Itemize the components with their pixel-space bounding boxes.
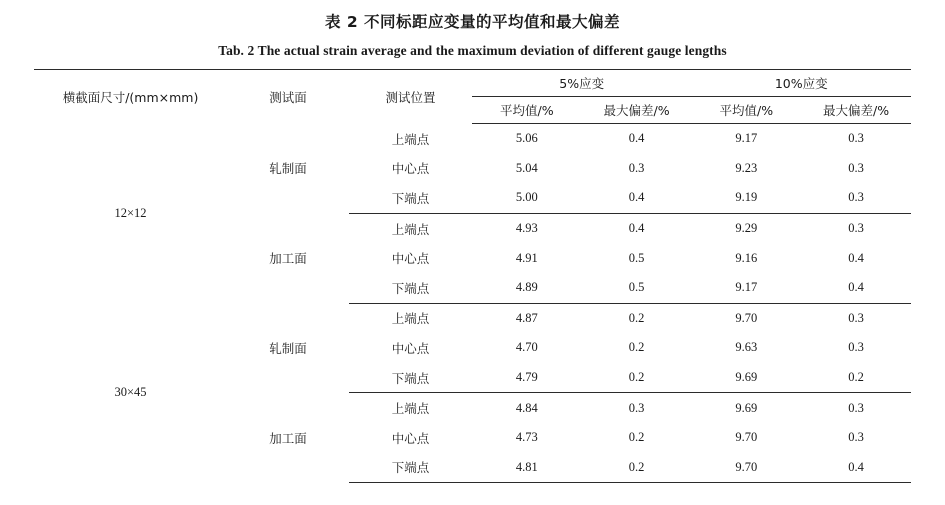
- header-average-10: 平均值/%: [691, 97, 801, 124]
- cell-test-position: 上端点: [391, 401, 430, 417]
- cell-average-5: 4.81: [472, 453, 582, 483]
- cell-test-position: 下端点: [349, 363, 472, 393]
- cell-average-5: 5.00: [472, 183, 582, 213]
- cell-average-5: 4.70: [515, 340, 538, 355]
- cell-deviation-10: 0.3: [848, 310, 864, 325]
- cell-average-10: 9.16: [735, 250, 758, 265]
- header-max-deviation-10: 最大偏差/%: [801, 97, 911, 124]
- cell-test-face: 轧制面: [269, 161, 307, 177]
- cell-deviation-10: 0.3: [801, 183, 911, 213]
- cell-average-10: 9.70: [735, 430, 758, 445]
- cell-average-10: 9.69: [735, 400, 758, 415]
- cell-test-position: 下端点: [349, 453, 472, 483]
- cell-average-10: 9.69: [691, 363, 801, 393]
- cell-average-5: 4.93: [515, 221, 538, 236]
- cell-deviation-5: 0.5: [582, 273, 692, 303]
- cell-average-5: 4.79: [472, 363, 582, 393]
- table-caption-english: Tab. 2 The actual strain average and the maximum deviation of different gauge lengths: [218, 43, 727, 58]
- cell-test-face: 轧制面: [269, 340, 307, 356]
- cell-average-10: 9.23: [735, 160, 758, 175]
- cell-deviation-5: 0.4: [628, 131, 645, 146]
- table-header-group-row: [34, 70, 911, 97]
- cell-test-position: 下端点: [349, 273, 472, 303]
- cell-deviation-5: 0.2: [628, 430, 645, 445]
- cell-average-5: 4.84: [515, 400, 538, 415]
- header-group-strain-10: 10%应变: [691, 70, 911, 97]
- cell-deviation-5: 0.3: [628, 400, 645, 415]
- cell-average-10: 9.70: [735, 310, 758, 325]
- cell-test-position: 下端点: [349, 183, 472, 213]
- cell-deviation-10: 0.3: [848, 340, 864, 355]
- cell-deviation-10: 0.2: [801, 363, 911, 393]
- cell-test-position: 中心点: [391, 340, 430, 356]
- header-group-strain-5: 5%应变: [472, 70, 692, 97]
- header-test-face: 测试面: [227, 70, 349, 124]
- cell-deviation-10: 0.3: [848, 160, 864, 175]
- cell-test-face: 加工面: [269, 251, 307, 267]
- cell-test-position: 中心点: [391, 161, 430, 177]
- cell-average-5: 4.73: [515, 430, 538, 445]
- cell-deviation-10: 0.3: [848, 221, 864, 236]
- header-test-position: 测试位置: [349, 70, 472, 124]
- cell-average-10: 9.29: [735, 221, 758, 236]
- table-row: [34, 124, 911, 154]
- table-caption-chinese: 表 2 不同标距应变量的平均值和最大偏差: [324, 13, 621, 31]
- cell-test-position: 上端点: [391, 311, 430, 327]
- cell-deviation-5: 0.2: [628, 340, 645, 355]
- cell-deviation-10: 0.3: [848, 131, 864, 146]
- cell-average-5: 4.89: [472, 273, 582, 303]
- cell-section-size: 12×12: [114, 205, 147, 220]
- document-page: [0, 10, 945, 505]
- cell-deviation-5: 0.5: [628, 250, 645, 265]
- cell-deviation-10: 0.3: [848, 400, 864, 415]
- cell-average-5: 4.87: [515, 310, 538, 325]
- cell-deviation-5: 0.3: [628, 160, 645, 175]
- cell-average-10: 9.17: [735, 131, 758, 146]
- cell-deviation-5: 0.2: [628, 310, 645, 325]
- header-cross-section-size: 横截面尺寸/(mm×mm): [34, 70, 227, 124]
- cell-test-position: 中心点: [391, 251, 430, 267]
- cell-test-position: 中心点: [391, 430, 430, 446]
- cell-deviation-5: 0.2: [582, 363, 692, 393]
- cell-deviation-5: 0.4: [582, 183, 692, 213]
- cell-average-10: 9.19: [691, 183, 801, 213]
- cell-deviation-10: 0.3: [848, 430, 864, 445]
- cell-average-10: 9.63: [735, 340, 758, 355]
- cell-average-10: 9.70: [691, 453, 801, 483]
- cell-average-10: 9.17: [691, 273, 801, 303]
- strain-data-table: [34, 69, 911, 483]
- cell-test-position: 上端点: [391, 131, 430, 147]
- cell-deviation-10: 0.4: [848, 250, 864, 265]
- cell-test-face: 加工面: [269, 430, 307, 446]
- header-average-5: 平均值/%: [472, 97, 582, 124]
- cell-deviation-10: 0.4: [801, 453, 911, 483]
- table-row: [34, 303, 911, 333]
- cell-deviation-5: 0.2: [582, 453, 692, 483]
- cell-test-position: 上端点: [391, 221, 430, 237]
- cell-section-size: 30×45: [114, 385, 147, 400]
- cell-average-5: 5.04: [515, 160, 538, 175]
- cell-average-5: 5.06: [515, 131, 538, 146]
- header-max-deviation-5: 最大偏差/%: [582, 97, 692, 124]
- cell-average-5: 4.91: [515, 250, 538, 265]
- cell-deviation-5: 0.4: [628, 221, 645, 236]
- cell-deviation-10: 0.4: [801, 273, 911, 303]
